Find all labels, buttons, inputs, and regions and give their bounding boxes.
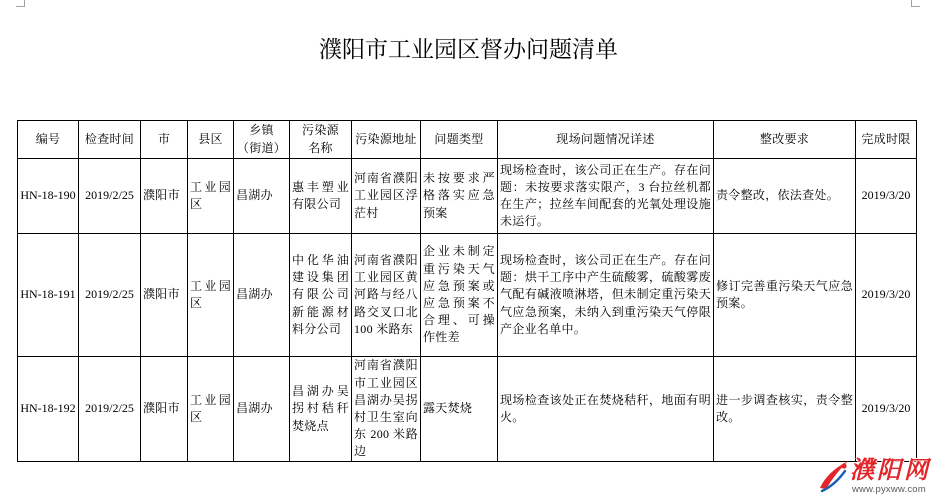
cell-township: 昌湖办 (234, 357, 290, 462)
table-row (18, 234, 917, 357)
cell-problem-type: 露天焚烧 (421, 357, 498, 462)
swoosh-icon (818, 457, 850, 493)
page-corner-mark-top-right (911, 0, 920, 7)
cell-pollution-source-name: 中化华油建设集团有限公司新能源材料分公司 (290, 234, 352, 357)
cell-township: 昌湖办 (234, 159, 290, 234)
header-pollution-source-name (290, 121, 352, 159)
table-header-row (18, 121, 917, 159)
header-check-date: 检查时间 (79, 121, 141, 159)
header-problem-type: 问题类型 (421, 121, 498, 159)
cell-problem-type: 企业未制定重污染天气应急预案或应急预案不合理、可操作性差 (421, 234, 498, 357)
cell-district: 工业园区 (188, 234, 234, 357)
table-row (18, 357, 917, 462)
header-source-name-line1: 污染源 (302, 123, 339, 138)
cell-problem-details: 现场检查时，该公司正在生产。存在问题：烘干工序中产生硫酸雾，硫酸雾废气配有碱液喷淋塔，但未制定重污染天气应急预案，未纳入到重污染天气停限产企业名单中。 (498, 234, 714, 357)
header-serial-number: 编号 (18, 121, 79, 159)
cell-serial-number: HN-18-190 (18, 159, 79, 234)
page-corner-mark-top-left (16, 0, 25, 7)
logo-name: 濮阳网 (850, 456, 931, 484)
cell-city: 濮阳市 (141, 357, 188, 462)
cell-pollution-source-address: 河南省濮阳工业园区浮茫村 (352, 159, 421, 234)
header-pollution-source-address: 污染源地址 (352, 121, 421, 159)
cell-problem-details: 现场检查时，该公司正在生产。存在问题：未按要求落实限产，3 台拉丝机都在生产；拉丝车间配套的光氧处理设施未运行。 (498, 159, 714, 234)
cell-pollution-source-address: 河南省濮阳工业园区黄河路与经八路交叉口北100 米路东 (352, 234, 421, 357)
header-deadline: 完成时限 (856, 121, 917, 159)
header-rectification-requirement: 整改要求 (714, 121, 856, 159)
cell-district: 工业园区 (188, 357, 234, 462)
cell-check-date: 2019/2/25 (79, 234, 141, 357)
cell-problem-type: 未按要求严格落实应急预案 (421, 159, 498, 234)
cell-check-date: 2019/2/25 (79, 357, 141, 462)
cell-pollution-source-name: 昌湖办吴拐村秸秆焚烧点 (290, 357, 352, 462)
table-row (18, 159, 917, 234)
header-source-name-line2: 名称 (308, 140, 333, 155)
cell-rectification-requirement: 责令整改，依法查处。 (714, 159, 856, 234)
cell-serial-number: HN-18-192 (18, 357, 79, 462)
supervision-issue-table (17, 120, 917, 462)
logo-url: www.pyxww.com (852, 484, 926, 495)
document-title: 濮阳市工业园区督办问题清单 (319, 37, 618, 63)
cell-rectification-requirement: 修订完善重污染天气应急预案。 (714, 234, 856, 357)
header-township (234, 121, 290, 159)
cell-pollution-source-name: 惠丰塑业有限公司 (290, 159, 352, 234)
cell-city: 濮阳市 (141, 234, 188, 357)
cell-city: 濮阳市 (141, 159, 188, 234)
cell-pollution-source-address: 河南省濮阳市工业园区昌湖办吴拐村卫生室向东 200 米路边 (352, 357, 421, 462)
cell-deadline: 2019/3/20 (856, 234, 917, 357)
header-township-line1: 乡镇 (249, 123, 274, 138)
cell-deadline: 2019/3/20 (856, 357, 917, 462)
cell-serial-number: HN-18-191 (18, 234, 79, 357)
header-problem-details: 现场问题情况详述 (498, 121, 714, 159)
header-city: 市 (141, 121, 188, 159)
cell-check-date: 2019/2/25 (79, 159, 141, 234)
cell-township: 昌湖办 (234, 234, 290, 357)
header-township-line2: （街道） (236, 140, 287, 155)
site-logo (818, 456, 934, 496)
cell-rectification-requirement: 进一步调查核实，责令整改。 (714, 357, 856, 462)
cell-district: 工业园区 (188, 159, 234, 234)
cell-deadline: 2019/3/20 (856, 159, 917, 234)
header-district: 县区 (188, 121, 234, 159)
cell-problem-details: 现场检查该处正在焚烧秸秆，地面有明火。 (498, 357, 714, 462)
